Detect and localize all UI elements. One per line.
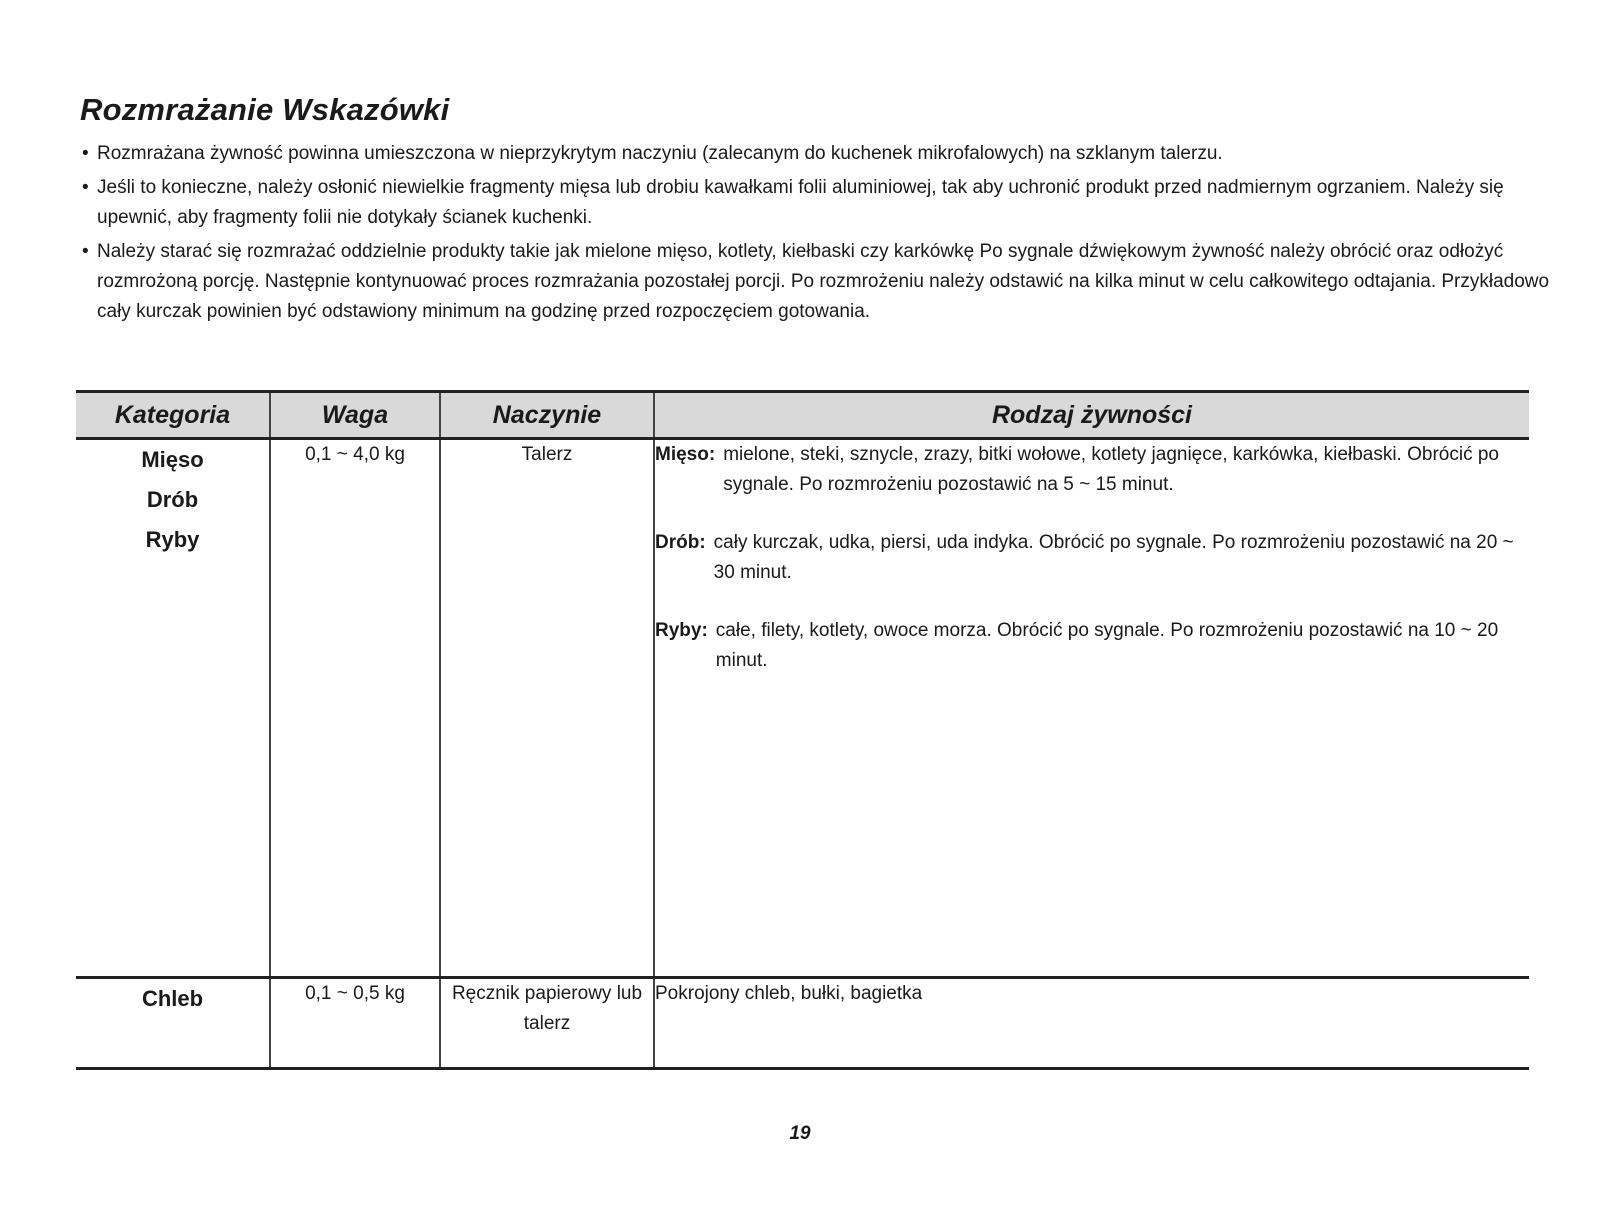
tip-item — [82, 237, 1562, 327]
food-entry-label: Mięso: — [655, 444, 716, 465]
bullet-marker: • — [82, 143, 89, 164]
food-entry-label: Ryby: — [655, 620, 708, 641]
header-weight: Waga — [270, 392, 440, 439]
category-cell — [76, 439, 270, 978]
header-dish: Naczynie — [440, 392, 654, 439]
bullet-marker: • — [82, 241, 89, 262]
food-type-cell: Pokrojony chleb, bułki, bagietka — [654, 978, 1529, 1069]
food-entry-text: cały kurczak, udka, piersi, uda indyka. Obrócić po sygnale. Po rozmrożeniu pozostawić na 20 ~ 30 minut. — [713, 532, 1514, 583]
category-cell — [76, 978, 270, 1069]
tip-text: Jeśli to konieczne, należy osłonić niewielkie fragmenty mięsa lub drobiu kawałkami folii aluminiowej, tak aby uchronić produkt przed nadmiernym ogrzaniem. Należy się upewnić, aby fragmenty folii nie dotykały ścianek kuchenki. — [97, 177, 1504, 228]
weight-cell: 0,1 ~ 4,0 kg — [270, 439, 440, 978]
tip-item — [82, 173, 1562, 233]
dish-cell: Talerz — [440, 439, 654, 978]
table-header-row — [76, 392, 1529, 439]
tip-text: Należy starać się rozmrażać oddzielnie produkty takie jak mielone mięso, kotlety, kiełbaski czy karkówkę Po sygnale dźwiękowym żywność należy obrócić oraz odłożyć rozmrożoną porcję. Następnie kontynuować proces rozmrażania pozostałej porcji. Po rozmrożeniu należy odstawić na kilka minut w celu całkowitego odtajania. Przykładowo cały kurczak powinien być odstawiony minimum na godzinę przed rozpoczęciem gotowania. — [97, 241, 1550, 322]
food-entry-meat — [655, 440, 1529, 500]
page-number: 19 — [789, 1123, 811, 1144]
food-type-cell — [654, 439, 1529, 978]
category-meat: Mięso — [141, 447, 204, 472]
header-category: Kategoria — [76, 392, 270, 439]
food-entry-text: mielone, steki, sznycle, zrazy, bitki wołowe, kotlety jagnięce, karkówka, kiełbaski. Obrócić po sygnale. Po rozmrożeniu pozostawić na 5 ~ 15 minut. — [723, 444, 1499, 495]
category-fish: Ryby — [145, 527, 200, 552]
page-title: Rozmrażanie Wskazówki — [80, 92, 450, 127]
weight-cell: 0,1 ~ 0,5 kg — [270, 978, 440, 1069]
defrost-table — [76, 390, 1529, 1070]
tip-item — [82, 139, 1562, 169]
table-row — [76, 439, 1529, 978]
table-row — [76, 978, 1529, 1069]
category-poultry: Drób — [146, 487, 199, 512]
tips-list — [82, 139, 1562, 331]
food-entry-fish — [655, 616, 1529, 676]
bullet-marker: • — [82, 177, 89, 198]
dish-cell: Ręcznik papierowy lub talerz — [440, 978, 654, 1069]
food-entry-text: całe, filety, kotlety, owoce morza. Obrócić po sygnale. Po rozmrożeniu pozostawić na 10 ~ 20 minut. — [715, 620, 1499, 671]
category-bread: Chleb — [141, 986, 204, 1011]
tip-text: Rozmrażana żywność powinna umieszczona w nieprzykrytym naczyniu (zalecanym do kuchenek mikrofalowych) na szklanym talerzu. — [97, 143, 1223, 164]
header-food-type: Rodzaj żywności — [654, 392, 1529, 439]
food-entry-label: Drób: — [655, 532, 706, 553]
food-entry-poultry — [655, 528, 1529, 588]
